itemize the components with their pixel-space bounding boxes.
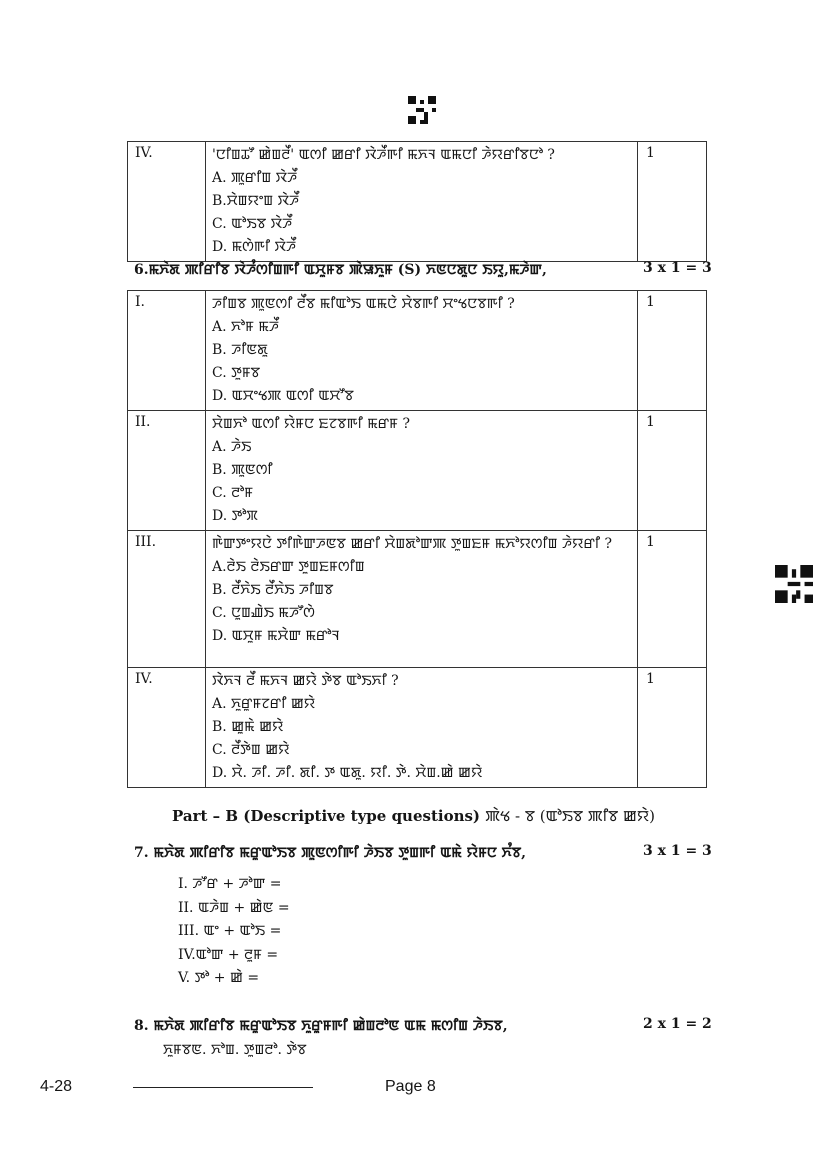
question-table-q5 [127,141,707,262]
table-row [128,142,707,262]
option: B. ꯂꯩꯈꯥꯏ ꯂꯩꯈꯥꯏ ꯍꯤꯡꯕ [212,582,334,598]
question-text: ꯒꯥꯛꯇꯦꯌꯅꯥ ꯇꯤꯒꯥꯛꯍꯟꯕ ꯀꯔꯤ ꯆꯥꯡꯗꯣꯛꯄ ꯇꯨꯡꯐꯝ ꯃꯈꯣꯌꯁꯤꯡ ꯍꯥꯌꯔꯤ ? [212,536,613,552]
list-item: III. ꯑꯦ + ꯑꯣꯏ = [178,923,282,939]
option: A. ꯈꯣꯝ ꯃꯍꯩ [212,319,279,335]
table-row [128,291,707,411]
option: B. ꯍꯤꯟꯗꯨ [212,342,268,358]
list-item: IV.ꯑꯣꯛ + ꯂꯨꯝ = [178,946,279,963]
list-item: II. ꯑꯍꯥꯡ + ꯀꯥꯟ = [178,899,290,916]
question-body [206,142,638,262]
table-row [128,531,707,668]
question-text: 'ꯅꯤꯡꯊꯧ ꯀꯥꯡꯂꯩ' ꯑꯁꯤ ꯀꯔꯤ ꯋꯥꯍꯩꯒꯤ ꯃꯈꯜ ꯑꯃꯅꯤ ꯍꯥꯌꯔꯤꯕꯅꯣ ? [212,147,555,163]
question-number: IV. [128,668,206,788]
part-b-subtitle: ꯄꯥꯠ - ꯕ (ꯑꯣꯏꯕ ꯄꯤꯕ ꯀꯌꯥ) [485,807,656,825]
option: D. ꯆꯥ. ꯍꯤ. ꯍꯤ. ꯗꯤ. ꯇ ꯑꯗꯨ. ꯌꯤ. ꯇꯥ. ꯆꯥꯡ.ꯀꯥ ꯀꯌꯥ [212,765,483,781]
option: B. ꯄꯨꯟꯁꯤ [212,462,273,478]
paper-code: 4-28 [40,1078,73,1095]
option: A. ꯈꯨꯔꯨꯝꯖꯔꯤ ꯀꯌꯥ [212,696,316,712]
marks-cell: 1 [638,291,707,411]
option: C. ꯂꯩꯇꯥꯡ ꯀꯌꯥ [212,742,290,758]
page-number: Page 8 [385,1078,436,1095]
question-body [206,531,638,668]
question-7-marks: 3 x 1 = 3 [643,843,712,859]
question-number: IV. [128,142,206,262]
table-row [128,668,707,788]
option: D. ꯃꯁꯥꯒꯤ ꯋꯥꯍꯩ [212,239,296,255]
option: A. ꯄꯨꯔꯤꯡ ꯋꯥꯍꯩ [212,170,298,186]
question-number: III. [128,531,206,668]
option: B. ꯀꯨꯃꯥ ꯀꯌꯥ [212,719,284,735]
qr-code-icon [775,565,813,603]
part-b-heading [0,805,827,826]
table-row [128,411,707,531]
option: A. ꯍꯥꯏ [212,439,252,455]
option: D. ꯑꯆꯦꯠꯄ ꯑꯁꯤ ꯑꯆꯧꯕ [212,388,354,404]
question-8-marks: 2 x 1 = 2 [643,1016,712,1032]
list-item: V. ꯇꯣ + ꯀꯥ = [178,970,260,986]
marks-cell: 1 [638,142,707,262]
question-body [206,668,638,788]
question-7-items [178,873,290,991]
question-table-q6 [127,290,707,788]
question-8-statement: 8. ꯃꯈꯥꯗ ꯄꯤꯔꯤꯕ ꯃꯔꯨꯑꯣꯏꯕ ꯈꯨꯔꯨꯝꯒꯤ ꯀꯥꯡꯂꯣꯟ ꯑꯃ ꯃꯁꯤꯡ ꯍꯥꯏꯕ, [134,1018,508,1034]
question-number: I. [128,291,206,411]
question-6-marks: 3 x 1 = 3 [643,260,712,276]
option: D. ꯇꯣꯞ [212,508,258,524]
marks-cell: 1 [638,668,707,788]
option: C. ꯇꯨꯝꯕ [212,365,261,381]
question-text: ꯍꯤꯡꯕ ꯄꯨꯟꯁꯤ ꯂꯩꯕ ꯃꯤꯑꯣꯏ ꯑꯃꯅꯥ ꯆꯥꯕꯒꯤ ꯆꯦꯠꯅꯕꯒꯤ ? [212,296,515,312]
qr-code-icon [408,96,436,124]
option: A.ꯂꯥꯏ ꯂꯥꯏꯔꯛ ꯇꯨꯡꯐꯝꯁꯤꯡ [212,559,365,575]
question-text: ꯆꯥꯡꯈꯣ ꯑꯁꯤ ꯌꯥꯝꯅ ꯐꯖꯕꯒꯤ ꯃꯔꯝ ? [212,416,410,432]
question-8-words: ꯈꯨꯝꯕꯟ. ꯈꯣꯡ. ꯇꯨꯡꯂꯣ. ꯇꯥꯕ [163,1042,307,1058]
part-b-title: Part – B (Descriptive type questions) [171,807,481,825]
question-number: II. [128,411,206,531]
option: C. ꯅꯨꯡꯉꯥꯏ ꯃꯍꯧꯁꯥ [212,605,315,621]
question-text: ꯋꯥꯈꯜ ꯂꯩ ꯃꯈꯜ ꯀꯌꯥ ꯇꯥꯕ ꯑꯣꯏꯈꯤ ? [212,673,399,689]
question-body [206,291,638,411]
footer-divider [133,1087,313,1088]
question-7-statement: 7. ꯃꯈꯥꯗ ꯄꯤꯔꯤꯕ ꯃꯔꯨꯑꯣꯏꯕ ꯄꯨꯟꯁꯤꯒꯤ ꯍꯥꯏꯕ ꯇꯨꯡꯒꯤ ꯑꯃꯥ ꯌꯥꯝꯅ ꯈꯪꯕ, [134,845,527,861]
list-item: I. ꯍꯧꯔ + ꯍꯣꯛ = [178,876,282,892]
marks-cell: 1 [638,531,707,668]
option: C. ꯂꯣꯝ [212,485,254,501]
question-body [206,411,638,531]
marks-cell: 1 [638,411,707,531]
option: C. ꯑꯣꯏꯕ ꯋꯥꯍꯩ [212,216,293,232]
option: B.ꯆꯥꯡꯌꯦꯡ ꯋꯥꯍꯩ [212,193,300,209]
question-6-statement: 6.ꯃꯈꯥꯗ ꯄꯤꯔꯤꯕ ꯋꯥꯍꯪꯁꯤꯡꯒꯤ ꯑꯆꯨꯝꯕ ꯄꯥꯎꯈꯨꯝ (S) ꯈꯟꯅꯗꯨꯅ ꯏꯌꯨ,ꯃꯍꯥꯛ, [134,262,547,278]
option: D. ꯑꯆꯨꯝ ꯃꯆꯥꯛ ꯃꯔꯣꯜ [212,628,340,644]
